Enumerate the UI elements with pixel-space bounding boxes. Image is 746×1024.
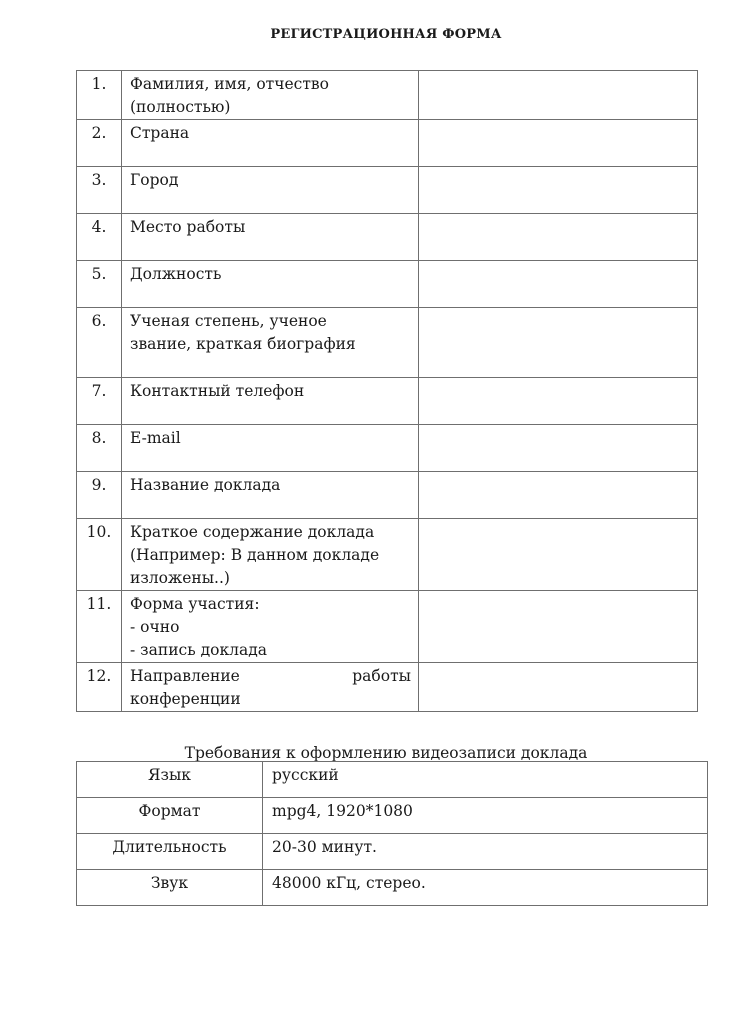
participation-form-input-cell[interactable]	[419, 591, 698, 663]
requirement-key: Звук	[77, 870, 263, 906]
table-row	[77, 762, 708, 798]
row-number: 11.	[77, 591, 122, 663]
table-row	[77, 71, 698, 120]
label-word: Направление	[130, 667, 240, 685]
table-row	[77, 472, 698, 519]
row-number: 7.	[77, 378, 122, 425]
video-requirements-table	[76, 761, 708, 906]
report-title-input-cell[interactable]	[419, 472, 698, 519]
field-label-workplace: Место работы	[122, 214, 419, 261]
requirement-value: русский	[263, 762, 708, 798]
report-summary-input-cell[interactable]	[419, 519, 698, 591]
table-row	[77, 261, 698, 308]
label-line	[130, 665, 411, 688]
conference-section-input-cell[interactable]	[419, 663, 698, 712]
field-label-report-title: Название доклада	[122, 472, 419, 519]
full-name-input-cell[interactable]	[419, 71, 698, 120]
row-number: 6.	[77, 308, 122, 378]
requirement-value: 48000 кГц, стерео.	[263, 870, 708, 906]
table-row	[77, 663, 698, 712]
phone-input-cell[interactable]	[419, 378, 698, 425]
table-row	[77, 870, 708, 906]
email-input-cell[interactable]	[419, 425, 698, 472]
table-row	[77, 214, 698, 261]
table-row	[77, 519, 698, 591]
requirements-caption: Требования к оформлению видеозаписи доклада	[184, 744, 588, 762]
row-number: 2.	[77, 120, 122, 167]
position-input-cell[interactable]	[419, 261, 698, 308]
table-row	[77, 167, 698, 214]
field-label-city: Город	[122, 167, 419, 214]
row-number: 1.	[77, 71, 122, 120]
requirement-value: 20-30 минут.	[263, 834, 708, 870]
field-label-report-summary: Краткое содержание доклада (Например: В данном докладе изложены..)	[122, 519, 419, 591]
table-row	[77, 798, 708, 834]
table-row	[77, 120, 698, 167]
row-number: 9.	[77, 472, 122, 519]
row-number: 12.	[77, 663, 122, 712]
row-number: 8.	[77, 425, 122, 472]
field-label-full-name: Фамилия, имя, отчество (полностью)	[122, 71, 419, 120]
field-label-academic-degree: Ученая степень, ученое звание, краткая биография	[122, 308, 419, 378]
requirement-key: Длительность	[77, 834, 263, 870]
field-label-email: E-mail	[122, 425, 419, 472]
field-label-country: Страна	[122, 120, 419, 167]
table-row	[77, 591, 698, 663]
label-word: работы	[352, 667, 411, 685]
table-row	[77, 425, 698, 472]
field-label-phone: Контактный телефон	[122, 378, 419, 425]
row-number: 10.	[77, 519, 122, 591]
requirement-key: Язык	[77, 762, 263, 798]
table-row	[77, 308, 698, 378]
requirement-key: Формат	[77, 798, 263, 834]
workplace-input-cell[interactable]	[419, 214, 698, 261]
table-row	[77, 834, 708, 870]
country-input-cell[interactable]	[419, 120, 698, 167]
table-row	[77, 378, 698, 425]
field-label-conference-section	[122, 663, 419, 712]
field-label-participation-form: Форма участия: - очно - запись доклада	[122, 591, 419, 663]
registration-table	[76, 70, 698, 712]
city-input-cell[interactable]	[419, 167, 698, 214]
row-number: 5.	[77, 261, 122, 308]
row-number: 4.	[77, 214, 122, 261]
requirement-value: mpg4, 1920*1080	[263, 798, 708, 834]
row-number: 3.	[77, 167, 122, 214]
academic-degree-input-cell[interactable]	[419, 308, 698, 378]
field-label-position: Должность	[122, 261, 419, 308]
label-line: конференции	[130, 690, 241, 708]
form-title: РЕГИСТРАЦИОННАЯ ФОРМА	[270, 27, 502, 42]
